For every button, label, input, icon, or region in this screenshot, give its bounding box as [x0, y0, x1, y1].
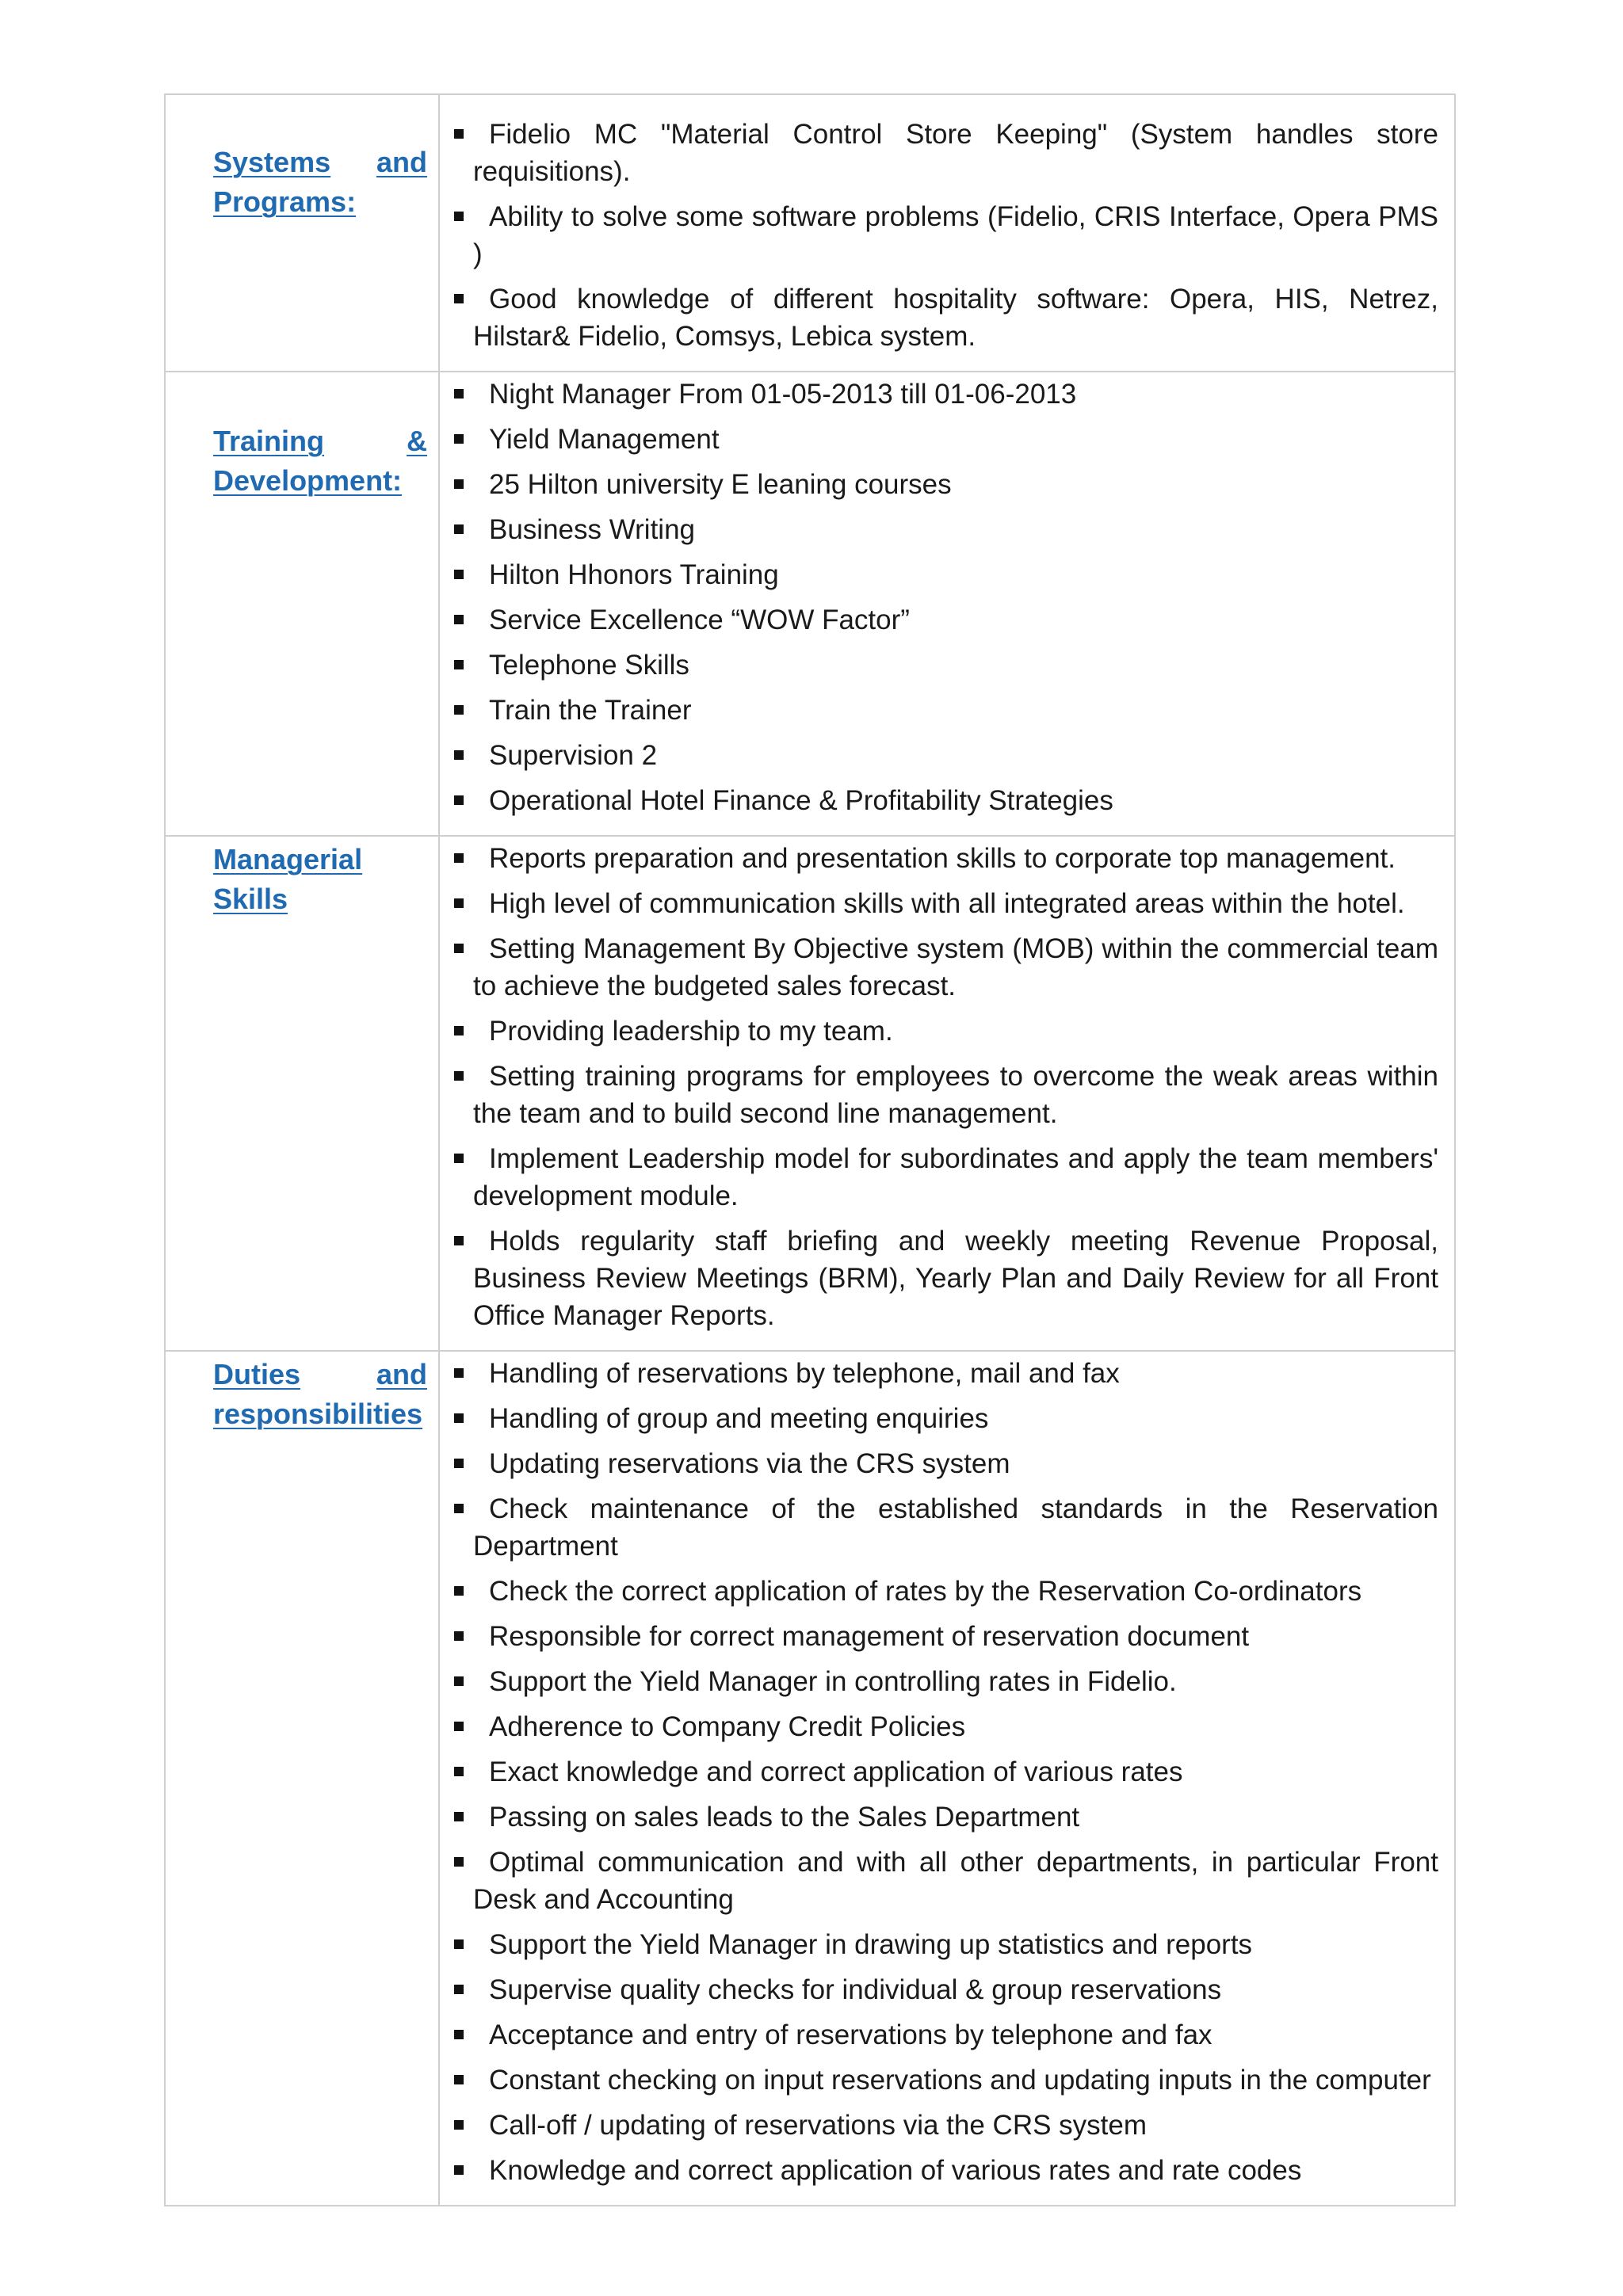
list-item-text: Supervision 2: [489, 740, 658, 771]
section-heading: [213, 421, 427, 501]
bullet-list: [440, 116, 1438, 355]
list-item: [440, 737, 1438, 774]
square-bullet-icon: [454, 944, 464, 953]
section-heading-word-2: &: [407, 425, 427, 457]
list-item-text: Optimal communication and with all other departments, in particular Front Desk and Accounting: [473, 1847, 1438, 1915]
list-item-text: Knowledge and correct application of various rates and rate codes: [489, 2155, 1302, 2186]
list-item-text: Service Excellence “WOW Factor”: [489, 605, 910, 635]
list-item: [440, 2016, 1438, 2054]
section-heading-line-1: [213, 143, 427, 182]
list-item: [440, 1355, 1438, 1392]
list-item-text: Support the Yield Manager in controlling rates in Fidelio.: [489, 1666, 1177, 1697]
square-bullet-icon: [454, 898, 464, 908]
square-bullet-icon: [454, 1631, 464, 1641]
training-development-row: [165, 372, 1455, 836]
list-item-text: Yield Management: [489, 424, 720, 455]
list-item: [440, 1058, 1438, 1132]
section-heading: [213, 840, 427, 919]
square-bullet-icon: [454, 853, 464, 863]
list-item-text: High level of communication skills with all integrated areas within the hotel.: [489, 888, 1405, 919]
list-item: [440, 885, 1438, 922]
list-item: [440, 2061, 1438, 2099]
square-bullet-icon: [454, 2120, 464, 2130]
section-heading-word-1: Training: [213, 425, 325, 457]
managerial-skills-row: [165, 836, 1455, 1351]
list-item-text: Providing leadership to my team.: [489, 1016, 893, 1047]
list-item-text: Passing on sales leads to the Sales Department: [489, 1802, 1080, 1833]
list-item-text: Check the correct application of rates by the Reservation Co-ordinators: [489, 1576, 1362, 1607]
square-bullet-icon: [454, 1413, 464, 1423]
square-bullet-icon: [454, 1026, 464, 1035]
square-bullet-icon: [454, 1236, 464, 1245]
section-label-cell: [165, 372, 439, 836]
square-bullet-icon: [454, 129, 464, 139]
list-item: [440, 1798, 1438, 1836]
section-heading-line-1: [213, 840, 427, 879]
list-item-text: Night Manager From 01-05-2013 till 01-06-2013: [489, 379, 1077, 410]
list-item: [440, 1222, 1438, 1334]
list-item-text: Setting training programs for employees to overcome the weak areas within the team and to build second line management.: [473, 1061, 1438, 1129]
list-item: [440, 376, 1438, 413]
list-item-text: Good knowledge of different hospitality software: Opera, HIS, Netrez, Hilstar& Fidelio, Comsys, Lebica system.: [473, 284, 1438, 352]
square-bullet-icon: [454, 1504, 464, 1513]
square-bullet-icon: [454, 1676, 464, 1686]
section-heading-word-1: Duties: [213, 1358, 301, 1390]
square-bullet-icon: [454, 1154, 464, 1163]
list-item: [440, 116, 1438, 190]
bullet-list: [440, 376, 1438, 819]
cv-table: [164, 93, 1456, 2206]
list-item: [440, 2107, 1438, 2144]
bullet-list: [440, 840, 1438, 1334]
list-item: [440, 421, 1438, 458]
square-bullet-icon: [454, 1071, 464, 1081]
list-item: [440, 1708, 1438, 1745]
list-item-text: Operational Hotel Finance & Profitability Strategies: [489, 785, 1113, 816]
list-item: [440, 840, 1438, 877]
section-heading-line-1: [213, 1355, 427, 1394]
square-bullet-icon: [454, 294, 464, 303]
section-heading: [213, 1355, 427, 1434]
list-item: [440, 1663, 1438, 1700]
square-bullet-icon: [454, 795, 464, 805]
list-item: [440, 2152, 1438, 2189]
section-label-cell: [165, 836, 439, 1351]
list-item-text: Exact knowledge and correct application of various rates: [489, 1756, 1183, 1787]
square-bullet-icon: [454, 389, 464, 399]
list-item: [440, 1971, 1438, 2008]
section-heading-line-2: Programs:: [213, 185, 357, 218]
square-bullet-icon: [454, 434, 464, 444]
list-item: [440, 930, 1438, 1005]
list-item-text: Train the Trainer: [489, 695, 692, 726]
square-bullet-icon: [454, 1368, 464, 1378]
list-item-text: Constant checking on input reservations and updating inputs in the computer: [489, 2065, 1431, 2096]
list-item-text: Hilton Hhonors Training: [489, 559, 779, 590]
list-item-text: Fidelio MC "Material Control Store Keeping" (System handles store requisitions).: [473, 119, 1438, 187]
square-bullet-icon: [454, 570, 464, 579]
square-bullet-icon: [454, 2165, 464, 2175]
section-content-cell: [439, 94, 1455, 372]
duties-responsibilities-row: [165, 1351, 1455, 2206]
list-item-text: Responsible for correct management of reservation document: [489, 1621, 1250, 1652]
list-item-text: Acceptance and entry of reservations by telephone and fax: [489, 2019, 1212, 2050]
list-item: [440, 1013, 1438, 1050]
list-item: [440, 1400, 1438, 1437]
list-item: [440, 466, 1438, 503]
list-item-text: Business Writing: [489, 514, 696, 545]
systems-programs-row: [165, 94, 1455, 372]
square-bullet-icon: [454, 2030, 464, 2039]
section-heading-line-2: Development:: [213, 464, 403, 497]
list-item-text: Ability to solve some software problems (Fidelio, CRIS Interface, Opera PMS ): [473, 201, 1438, 269]
square-bullet-icon: [454, 479, 464, 489]
list-item: [440, 1445, 1438, 1482]
list-item-text: Reports preparation and presentation skills to corporate top management.: [489, 843, 1396, 874]
section-heading-word-2: and: [376, 1358, 427, 1390]
list-item-text: Telephone Skills: [489, 650, 689, 681]
list-item: [440, 1140, 1438, 1215]
square-bullet-icon: [454, 1459, 464, 1468]
square-bullet-icon: [454, 1586, 464, 1596]
list-item-text: Handling of reservations by telephone, mail and fax: [489, 1358, 1120, 1389]
section-heading-word-2: and: [376, 146, 427, 178]
list-item-text: Implement Leadership model for subordinates and apply the team members' development module.: [473, 1143, 1438, 1211]
list-item: [440, 556, 1438, 593]
list-item-text: Check maintenance of the established standards in the Reservation Department: [473, 1493, 1438, 1562]
list-item-text: Updating reservations via the CRS system: [489, 1448, 1010, 1479]
section-content-cell: [439, 1351, 1455, 2206]
section-label-cell: [165, 1351, 439, 2206]
square-bullet-icon: [454, 1985, 464, 1994]
list-item-text: Handling of group and meeting enquiries: [489, 1403, 989, 1434]
list-item-text: 25 Hilton university E leaning courses: [489, 469, 952, 500]
square-bullet-icon: [454, 1722, 464, 1731]
section-heading-line-1: [213, 421, 427, 461]
list-item: [440, 1926, 1438, 1963]
section-heading-word-1: Systems: [213, 146, 331, 178]
list-item: [440, 1573, 1438, 1610]
section-heading: [213, 143, 427, 222]
list-item: [440, 1490, 1438, 1565]
list-item: [440, 601, 1438, 639]
list-item-text: Holds regularity staff briefing and weekly meeting Revenue Proposal, Business Review Meetings (BRM), Yearly Plan and Daily Review for all Front Office Manager Reports.: [473, 1226, 1438, 1331]
section-heading-line-2: responsibilities: [213, 1398, 423, 1430]
section-content-cell: [439, 836, 1455, 1351]
section-heading-word-1: Managerial: [213, 843, 363, 875]
cv-table-body: [165, 94, 1455, 2206]
list-item: [440, 782, 1438, 819]
bullet-list: [440, 1355, 1438, 2189]
list-item-text: Support the Yield Manager in drawing up statistics and reports: [489, 1929, 1253, 1960]
square-bullet-icon: [454, 1857, 464, 1867]
square-bullet-icon: [454, 705, 464, 715]
list-item-text: Call-off / updating of reservations via the CRS system: [489, 2110, 1148, 2141]
square-bullet-icon: [454, 1767, 464, 1776]
square-bullet-icon: [454, 212, 464, 221]
square-bullet-icon: [454, 1812, 464, 1821]
list-item-text: Supervise quality checks for individual & group reservations: [489, 1974, 1222, 2005]
list-item: [440, 646, 1438, 684]
square-bullet-icon: [454, 660, 464, 669]
square-bullet-icon: [454, 2075, 464, 2084]
list-item: [440, 1618, 1438, 1655]
list-item: [440, 692, 1438, 729]
list-item: [440, 511, 1438, 548]
list-item: [440, 280, 1438, 355]
list-item-text: Setting Management By Objective system (MOB) within the commercial team to achieve the budgeted sales forecast.: [473, 933, 1438, 1001]
square-bullet-icon: [454, 615, 464, 624]
list-item: [440, 1844, 1438, 1918]
section-content-cell: [439, 372, 1455, 836]
square-bullet-icon: [454, 750, 464, 760]
section-heading-line-2: Skills: [213, 883, 288, 915]
section-label-cell: [165, 94, 439, 372]
list-item: [440, 198, 1438, 273]
square-bullet-icon: [454, 524, 464, 534]
list-item-text: Adherence to Company Credit Policies: [489, 1711, 966, 1742]
square-bullet-icon: [454, 1939, 464, 1949]
list-item: [440, 1753, 1438, 1791]
